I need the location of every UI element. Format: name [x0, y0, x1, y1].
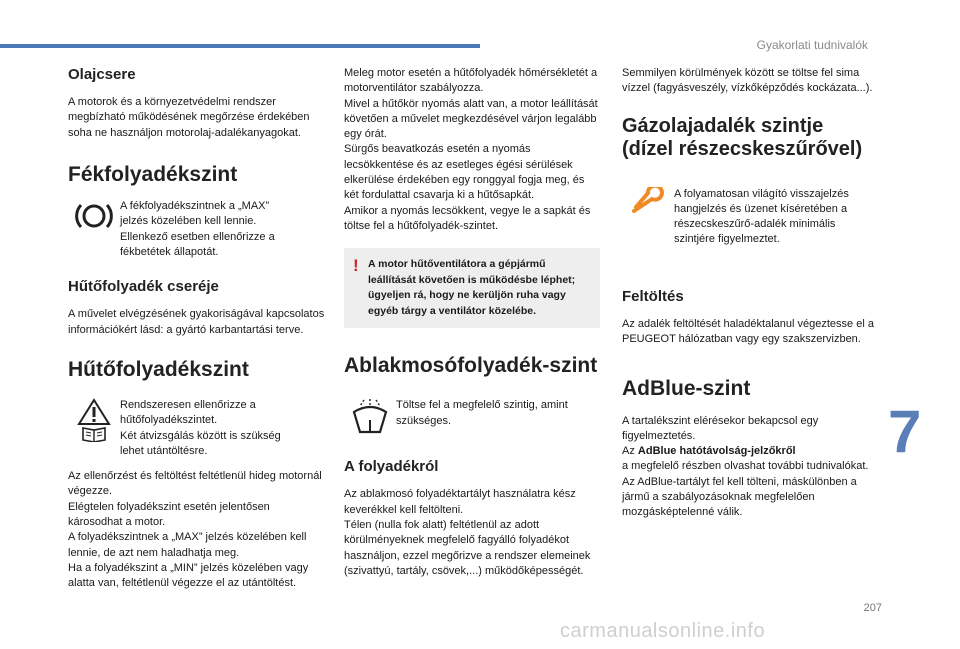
- diesel-additive-row: [622, 187, 878, 248]
- diesel-additive-title: Gázolajadalék szintje (dízel részecskeszűrővel): [622, 114, 863, 160]
- about-fluid-text: Az ablakmosó folyadéktartályt használatra kész keverékkel kell feltölteni. Télen (nulla fok alatt) feltétlenül az adott körülményeknek megfelelő fagyálló folyadékot használjon, ezzel megőrizve a rendszer elemeinek (szivattyú, tartály, csövek,...) működőképességét.: [344, 488, 591, 577]
- washer-fluid-row: [344, 398, 600, 438]
- brake-fluid-warning-icon: [68, 199, 120, 233]
- coolant-icon-text: Rendszeresen ellenőrizze a hűtőfolyadékszintet. Két átvizsgálás között is szükség lehet utántöltésre.: [120, 398, 281, 457]
- adblue-title: AdBlue-szint: [622, 377, 751, 401]
- diesel-icon-text: A folyamatosan világító visszajelzés hangjelzés és üzenet kíséretében a részecskeszűrő-adalék minimális szintjére figyelmeztet.: [674, 187, 849, 246]
- about-fluid-title: A folyadékról: [344, 458, 439, 476]
- fan-warning-box: [344, 248, 600, 328]
- refill-title: Feltöltés: [622, 287, 684, 305]
- section-header: Gyakorlati tudnivalók: [756, 38, 868, 52]
- page-number: 207: [863, 602, 882, 614]
- adblue-text-2: [622, 444, 878, 459]
- brake-fluid-row: [68, 199, 326, 260]
- adblue-text-1: A tartalékszint elérésekor bekapcsol egy figyelmeztetés.: [622, 414, 819, 442]
- adblue-text-2-prefix: Az: [622, 445, 638, 458]
- column-1: [68, 66, 326, 592]
- brake-fluid-text: A fékfolyadékszintnek a „MAX” jelzés közelében kell lennie. Ellenkező esetben ellenőrizze a fékbetétek állapotát.: [120, 200, 275, 258]
- fan-warning-text: A motor hűtőventilátora a gépjármű leállítását követően is működésbe léphet; ügyeljen rá, hogy ne kerüljön ruha vagy egyéb tárgy a ventilátor közelébe.: [368, 258, 576, 317]
- plain-water-warning: Semmilyen körülmények között se töltse fel sima vízzel (fagyásveszély, vízkőképződés kockázata...).: [622, 67, 873, 95]
- washer-icon-text: Töltse fel a megfelelő szintig, amint szükséges.: [396, 399, 568, 427]
- washer-fluid-icon: [344, 398, 396, 438]
- washer-fluid-title: Ablakmosófolyadék-szint: [344, 354, 598, 378]
- brake-fluid-title: Fékfolyadékszint: [68, 162, 238, 186]
- coolant-change-text: A művelet elvégzésének gyakoriságával kapcsolatos információkért lásd: a gyártó karbantartási terve.: [68, 308, 325, 336]
- service-wrench-icon: [622, 187, 674, 217]
- chapter-number: 7: [888, 398, 922, 465]
- oil-change-title: Olajcsere: [68, 66, 136, 83]
- column-2: [344, 66, 600, 579]
- adblue-text-3: a megfelelő részben olvashat további tudnivalókat. Az AdBlue-tartályt fel kell tölteni, máskülönben a jármű a szabályozásoknak megfelelően mozgásképtelenné válik.: [622, 460, 869, 519]
- hot-engine-text: Meleg motor esetén a hűtőfolyadék hőmérsékletét a motorventilátor szabályozza. Mivel a hűtőkör nyomás alatt van, a motor leállítását követően a művelet megkezdésével várjon legalább egy órát. Sürgős beavatkozás esetén a nyomás lecsökkentése és az esetleges égési sérülések elkerülése érdekében egy ronggyal fogja meg, és két fordulattal csavarja ki a hűtősapkát. Amikor a nyomás lecsökkent, vegye le a sapkát és töltse fel a hűtőfolyadék-szintet.: [344, 67, 598, 232]
- warning-icon: !: [353, 256, 359, 276]
- adblue-range-link-text: AdBlue hatótávolság-jelzőkről: [637, 445, 796, 458]
- coolant-warning-manual-icon: [68, 398, 120, 442]
- coolant-text: Az ellenőrzést és feltöltést feltétlenül hideg motornál végezze. Elégtelen folyadékszint esetén jelentősen károsodhat a motor. A folyadékszintnek a „MAX” jelzés közelében kell lennie, de azt nem haladhatja meg. Ha a folyadékszint a „MIN” jelzés közelében vagy alatta van, feltétlenül végezze el az utántöltést.: [68, 470, 322, 590]
- coolant-level-title: Hűtőfolyadékszint: [68, 357, 249, 381]
- watermark: carmanualsonline.info: [560, 620, 766, 642]
- header-accent-bar: [0, 44, 480, 48]
- oil-change-text: A motorok és a környezetvédelmi rendszer megbízható működésének megőrzése érdekében soha ne használjon motorolaj-adalékanyagokat.: [68, 96, 310, 139]
- coolant-level-row: [68, 398, 326, 459]
- column-3: [622, 66, 878, 521]
- coolant-change-title: Hűtőfolyadék cseréje: [68, 278, 219, 296]
- refill-text: Az adalék feltöltését haladéktalanul végeztesse el a PEUGEOT hálózatban vagy egy szakszervizben.: [622, 317, 874, 346]
